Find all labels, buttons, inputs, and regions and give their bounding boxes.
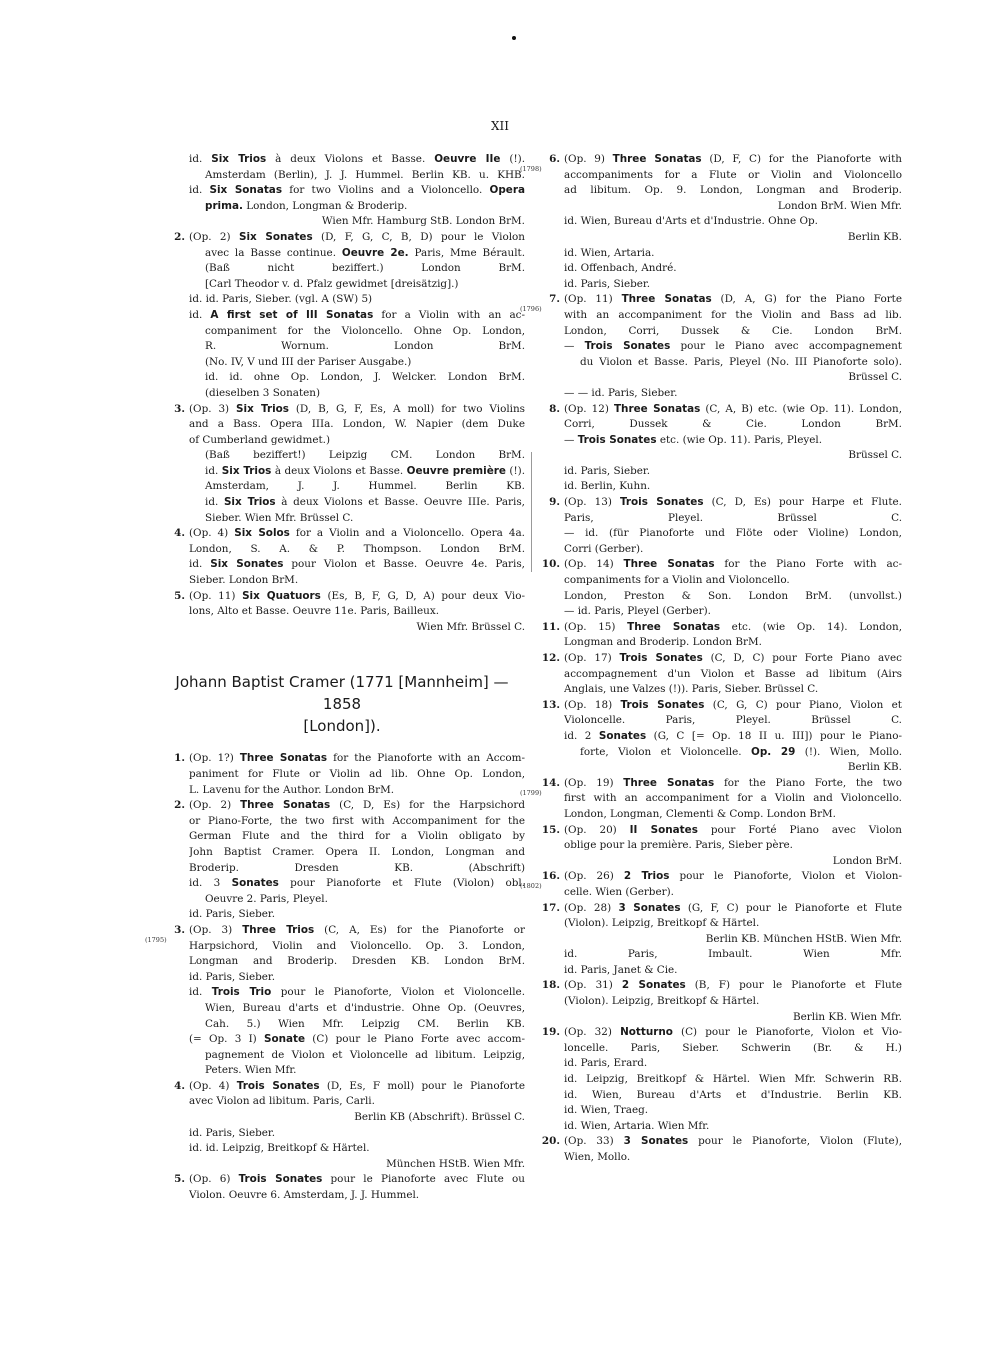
entry-number: 3. <box>174 923 185 936</box>
catalog-entry <box>165 798 525 923</box>
entry-line: of Cumberland gewidmet.) <box>189 433 331 446</box>
entry-line: (Baß nicht beziffert.) London BrM. <box>205 262 525 275</box>
entry-number: 17. <box>541 901 560 914</box>
entry-number: 11. <box>541 620 560 633</box>
entry-line: (Op. 26) 2 Trios pour le Pianoforte, Violon et Violon- <box>564 870 902 883</box>
right-column <box>520 152 902 1166</box>
entry-line: (= Op. 3 I) Sonate (C) pour le Piano Forte avec accom- <box>189 1033 525 1046</box>
entry-line: London, Longman, Clementi & Comp. London BrM. <box>564 807 836 820</box>
entry-line: (Op. 33) 3 Sonates pour le Pianoforte, Violon (Flute), <box>564 1135 902 1148</box>
entry-number: 4. <box>174 527 185 540</box>
entry-line: id. Wien, Bureau d'Arts et d'Industrie. Ohne Op. <box>564 215 818 228</box>
entry-line: id. A first set of III Sonatas for a Violin with an ac- <box>189 308 525 321</box>
entry-line: Brüssel C. <box>848 449 902 462</box>
entry-line: (Op. 18) Trois Sonates (C, G, C) pour Piano, Violon et <box>564 698 902 711</box>
entry-line: (Baß beziffert!) Leipzig CM. London BrM. <box>205 449 525 462</box>
entry-line: (Op. 1?) Three Sonatas for the Pianoforte with an Accom- <box>189 752 525 765</box>
entry-line: (Op. 4) Trois Sonates (D, Es, F moll) pour le Pianoforte <box>189 1079 525 1092</box>
entry-line: forte, Violon et Violoncelle. Op. 29 (!). Wien, Mollo. <box>580 745 902 758</box>
catalog-entry <box>540 620 902 651</box>
entry-line: id. Paris, Erard. <box>564 1057 648 1070</box>
entry-line: id. Berlin, Kuhn. <box>564 480 651 493</box>
entry-line: id. Wien, Bureau d'Arts et d'Industrie. Berlin KB. <box>564 1088 902 1101</box>
catalog-entry <box>165 1079 525 1173</box>
page-number: XII <box>490 119 510 133</box>
entry-line: (Op. 13) Trois Sonates (C, D, Es) pour Harpe et Flute. <box>564 496 902 509</box>
entry-line: id. 2 Sonates (G, C [= Op. 18 II u. III]) pour le Piano- <box>564 729 902 742</box>
entry-line: Berlin KB. <box>847 761 902 774</box>
entry-line: — Trois Sonates pour le Piano avec accompagnement <box>564 340 902 353</box>
catalog-entry <box>540 402 902 496</box>
catalog-entry <box>540 978 902 1025</box>
entry-line: London, Preston & Son. London BrM. (unvollst.) <box>564 589 902 602</box>
entry-line: celle. Wien (Gerber). <box>564 885 674 898</box>
entry-line: Wien Mfr. Hamburg StB. London BrM. <box>321 215 525 228</box>
entry-line: (Violon). Leipzig, Breitkopf & Härtel. <box>564 917 760 930</box>
column-rule <box>531 452 532 572</box>
entry-line: id. id. Paris, Sieber. (vgl. A (SW) 5) <box>189 293 373 306</box>
entry-line: (Op. 12) Three Sonatas (C, A, B) etc. (wie Op. 11). London, <box>564 402 902 415</box>
entry-line: id. Paris, Sieber. <box>189 970 276 983</box>
left-continuation <box>165 152 525 230</box>
entry-line: Broderip. Dresden KB. (Abschrift) <box>189 861 525 874</box>
entry-line: id. Paris, Imbault. Wien Mfr. <box>564 948 902 961</box>
entry-line: Violoncelle. Paris, Pleyel. Brüssel C. <box>564 714 902 727</box>
entry-line: paniment for Flute or Violin ad lib. Ohne Op. London, <box>189 768 525 780</box>
entry-line: avec Violon ad libitum. Paris, Carli. <box>189 1095 375 1108</box>
entry-line: Wien Mfr. Brüssel C. <box>416 620 525 633</box>
entry-line: [Carl Theodor v. d. Pfalz gewidmet [dreisätzig].) <box>205 277 459 290</box>
entry-line: id. id. Leipzig, Breitkopf & Härtel. <box>189 1142 370 1155</box>
entry-line: companiments for a Violin and Violoncello. <box>564 574 790 587</box>
entry-line: München HStB. Wien Mfr. <box>386 1157 525 1170</box>
entry-line: (Op. 28) 3 Sonates (G, F, C) pour le Pianoforte et Flute <box>564 901 902 914</box>
entry-line: first with an accompaniment for a Violin and Violoncello. <box>564 792 902 805</box>
entry-line: Berlin KB. <box>847 230 902 243</box>
entry-number: 5. <box>174 589 185 602</box>
entry-line: id. Six Sonates pour Violon et Basse. Oeuvre 4e. Paris, <box>189 558 525 571</box>
entry-line: pagnement de Violon et Violoncelle ad libitum. Leipzig, <box>205 1048 525 1061</box>
entry-year-note: (1798) <box>520 165 542 173</box>
entry-line: prima. London, Longman & Broderip. <box>205 199 408 212</box>
entry-line: id. Leipzig, Breitkopf & Härtel. Wien Mfr. Schwerin RB. <box>564 1073 902 1086</box>
entry-line: (Op. 20) II Sonates pour Forté Piano avec Violon <box>564 823 902 836</box>
entry-number: 3. <box>174 402 185 415</box>
entry-line: Anglais, une Valzes (!)). Paris, Sieber. Brüssel C. <box>564 683 819 696</box>
entry-line: — id. Paris, Pleyel (Gerber). <box>564 605 711 618</box>
entry-number: 8. <box>549 402 560 415</box>
entry-line: (Op. 14) Three Sonatas for the Piano Forte with ac- <box>564 558 902 571</box>
entry-line: companiment for the Violoncello. Ohne Op. London, <box>205 324 525 337</box>
entry-line: id. Paris, Sieber. <box>564 277 651 290</box>
catalog-entry <box>145 923 525 1079</box>
entry-number: 18. <box>541 979 560 992</box>
entry-line: — — id. Paris, Sieber. <box>564 386 678 399</box>
entry-number: 6. <box>549 153 560 165</box>
entry-number: 10. <box>541 558 560 571</box>
entry-line: id. 3 Sonates pour Pianoforte et Flute (Violon) obl. <box>189 877 525 890</box>
entry-line: id. Paris, Janet & Cie. <box>564 963 678 976</box>
entry-line: id. Six Trios à deux Violons et Basse. Oeuvre IIIe. Paris, <box>205 496 525 509</box>
catalog-entry <box>165 152 525 230</box>
catalog-entry <box>165 589 525 636</box>
entry-line: Paris, Pleyel. Brüssel C. <box>564 511 902 524</box>
entry-number: 4. <box>174 1079 185 1092</box>
entry-line: Longman and Broderip. London BrM. <box>564 636 762 649</box>
entry-line: Wien, Bureau d'arts et d'industrie. Ohne Op. (Oeuvres, <box>205 1001 525 1014</box>
catalog-entry <box>540 698 902 776</box>
entry-line: Brüssel C. <box>848 371 902 384</box>
heading-line-1: Johann Baptist Cramer (1771 [Mannheim] — 1858 <box>175 673 509 714</box>
catalog-entry <box>520 776 902 823</box>
heading-line-2: [London]). <box>303 717 381 736</box>
entry-year-note: (1795) <box>145 935 167 944</box>
entry-number: 19. <box>541 1026 560 1039</box>
entry-line: accompaniments for a Flute or Violin and Violoncello <box>564 168 902 181</box>
cramer-entries-right <box>520 152 902 1166</box>
entry-line: (Op. 3) Three Trios (C, A, Es) for the Pianoforte or <box>189 923 525 936</box>
catalog-entry <box>540 651 902 698</box>
entry-line: id. Six Sonatas for two Violins and a Violoncello. Opera <box>189 184 525 197</box>
entry-line: Sieber. London BrM. <box>189 574 299 587</box>
entry-line: Berlin KB. Wien Mfr. <box>793 1010 902 1023</box>
entry-line: Corri (Gerber). <box>564 542 644 555</box>
entry-number: 1. <box>174 752 185 765</box>
entry-line: Wien, Mollo. <box>564 1151 631 1163</box>
ink-dot <box>512 36 516 40</box>
entry-line: (Op. 2) Six Sonates (D, F, G, C, B, D) pour le Violon <box>189 230 525 243</box>
entry-number: 5. <box>174 1173 185 1186</box>
catalog-entry <box>540 1025 902 1134</box>
catalog-entry <box>540 901 902 979</box>
entry-year-note: (1802) <box>520 882 542 891</box>
catalog-entry <box>165 526 525 588</box>
catalog-entry <box>520 292 902 401</box>
entry-line: Sieber. Wien Mfr. Brüssel C. <box>205 511 354 524</box>
entry-line: (Op. 11) Six Quatuors (Es, B, F, G, D, A) pour deux Vio- <box>189 589 525 602</box>
entry-line: Cah. 5.) Wien Mfr. Leipzig CM. Berlin KB. <box>205 1017 525 1030</box>
entry-line: Violon. Oeuvre 6. Amsterdam, J. J. Hummel. <box>189 1189 420 1202</box>
catalog-entry <box>540 1134 902 1165</box>
entry-line: Berlin KB. München HStB. Wien Mfr. <box>705 932 902 945</box>
entry-line: Longman and Broderip. Dresden KB. London BrM. <box>189 955 525 968</box>
entry-line: (Op. 19) Three Sonatas for the Piano Forte, the two <box>564 776 902 789</box>
entry-number: 14. <box>541 776 560 789</box>
catalog-entry <box>165 402 525 527</box>
entry-line: avec la Basse continue. Oeuvre 2e. Paris, Mme Bérault. <box>205 246 525 259</box>
left-column <box>145 152 525 1204</box>
entry-line: (Violon). Leipzig, Breitkopf & Härtel. <box>564 995 760 1008</box>
catalog-entry <box>165 1172 525 1203</box>
entry-line: id. Paris, Sieber. <box>564 464 651 477</box>
entry-line: (No. IV, V und III der Pariser Ausgabe.) <box>205 355 412 368</box>
section-heading-cramer <box>159 671 525 737</box>
entry-number: 9. <box>549 496 560 509</box>
entry-line: lons, Alto et Basse. Oeuvre 11e. Paris, Bailleux. <box>189 605 440 618</box>
entry-line: — Trois Sonates etc. (wie Op. 11). Paris, Pleyel. <box>564 433 823 446</box>
entry-line: id. Six Trios à deux Violons et Basse. Oeuvre IIe (!). <box>189 153 525 165</box>
entry-line: id. Paris, Sieber. <box>189 908 276 921</box>
entry-year-note: (1799) <box>520 788 542 797</box>
entry-line: Oeuvre 2. Paris, Pleyel. <box>205 892 328 905</box>
entry-line: loncelle. Paris, Sieber. Schwerin (Br. & H.) <box>564 1041 902 1054</box>
catalog-entry <box>540 557 902 619</box>
entry-line: accompagnement d'un Violon et Basse ad libitum (Airs <box>564 667 902 680</box>
entry-number: 2. <box>174 799 185 812</box>
entry-line: id. Offenbach, André. <box>564 262 677 275</box>
entry-line: (Op. 4) Six Solos for a Violin and a Violoncello. Opera 4a. <box>189 527 525 540</box>
entry-line: (Op. 32) Notturno (C) pour le Pianoforte, Violon et Vio- <box>564 1026 902 1039</box>
entry-line: (Op. 6) Trois Sonates pour le Pianoforte avec Flute ou <box>189 1173 525 1186</box>
entry-number: 12. <box>541 652 560 664</box>
entry-line: id. Wien, Artaria. <box>564 246 655 259</box>
catalog-entry <box>520 869 902 900</box>
entry-line: Amsterdam (Berlin), J. J. Hummel. Berlin KB. u. KHB. <box>205 168 525 181</box>
entry-line: L. Lavenu for the Author. London BrM. <box>189 783 395 796</box>
entry-line: Harpsichord, Violin and Violoncello. Op. 3. London, <box>189 939 525 952</box>
catalog-entry <box>165 230 525 402</box>
entry-line: id. id. ohne Op. London, J. Welcker. London BrM. <box>205 371 525 384</box>
left-entries <box>165 230 525 635</box>
entry-line: id. Wien, Traeg. <box>564 1104 649 1117</box>
entry-line: id. Paris, Sieber. <box>189 1126 276 1139</box>
cramer-entries-left <box>145 751 525 1203</box>
entry-line: id. Wien, Artaria. Wien Mfr. <box>564 1119 710 1132</box>
entry-line: id. Six Trios à deux Violons et Basse. Oeuvre première (!). <box>205 464 525 477</box>
entry-line: (dieselben 3 Sonaten) <box>205 386 321 399</box>
entry-number: 13. <box>541 698 560 711</box>
entry-line: R. Wornum. London BrM. <box>205 340 525 353</box>
entry-line: — id. (für Pianoforte und Flöte oder Violine) London, <box>564 527 902 540</box>
entry-line: or Piano-Forte, the two first with Accompaniment for the <box>189 814 525 827</box>
entry-line: (Op. 11) Three Sonatas (D, A, G) for the Piano Forte <box>564 293 902 306</box>
entry-line: Corri, Dussek & Cie. London BrM. <box>564 418 902 431</box>
entry-number: 20. <box>541 1135 560 1148</box>
entry-line: (Op. 17) Trois Sonates (C, D, C) pour Forte Piano avec <box>564 652 902 664</box>
entry-line: London BrM. <box>832 854 902 867</box>
entry-line: Berlin KB (Abschrift). Brüssel C. <box>354 1111 525 1124</box>
entry-number: 7. <box>549 293 560 306</box>
entry-line: (Op. 31) 2 Sonates (B, F) pour le Pianoforte et Flute <box>564 979 902 992</box>
catalog-entry <box>540 495 902 557</box>
entry-line: Peters. Wien Mfr. <box>205 1064 297 1077</box>
entry-line: (Op. 2) Three Sonatas (C, D, Es) for the Harpsichord <box>189 799 525 812</box>
catalog-entry <box>520 152 902 292</box>
entry-line: (Op. 9) Three Sonatas (D, F, C) for the Pianoforte with <box>564 153 902 165</box>
entry-line: du Violon et Basse. Paris, Pleyel (No. III Pianoforte solo). <box>580 355 902 368</box>
catalog-entry <box>165 751 525 798</box>
entry-number: 15. <box>541 823 560 836</box>
entry-line: and a Bass. Opera IIIa. London, W. Napier (dem Duke <box>189 418 525 431</box>
entry-number: 16. <box>541 870 560 883</box>
entry-line: London, S. A. & P. Thompson. London BrM. <box>189 542 525 555</box>
entry-line: London, Corri, Dussek & Cie. London BrM. <box>564 324 902 337</box>
entry-line: with an accompaniment for the Violin and Bass ad lib. <box>564 308 902 321</box>
catalog-entry <box>540 823 902 870</box>
entry-line: London BrM. Wien Mfr. <box>777 199 902 212</box>
entry-line: (Op. 3) Six Trios (D, B, G, F, Es, A moll) for two Violins <box>189 402 525 415</box>
entry-line: German Flute and the third for a Violin obligato by <box>189 830 525 843</box>
entry-line: ad libitum. Op. 9. London, Longman and Broderip. <box>564 184 902 197</box>
entry-line: id. Trois Trio pour le Pianoforte, Violon et Violoncelle. <box>189 986 525 999</box>
entry-line: Amsterdam, J. J. Hummel. Berlin KB. <box>205 480 525 493</box>
entry-line: (Op. 15) Three Sonatas etc. (wie Op. 14). London, <box>564 620 902 633</box>
entry-line: John Baptist Cramer. Opera II. London, Longman and <box>189 845 525 858</box>
entry-number: 2. <box>174 230 185 243</box>
entry-year-note: (1796) <box>520 305 542 314</box>
entry-line: oblige pour la première. Paris, Sieber père. <box>564 839 793 852</box>
